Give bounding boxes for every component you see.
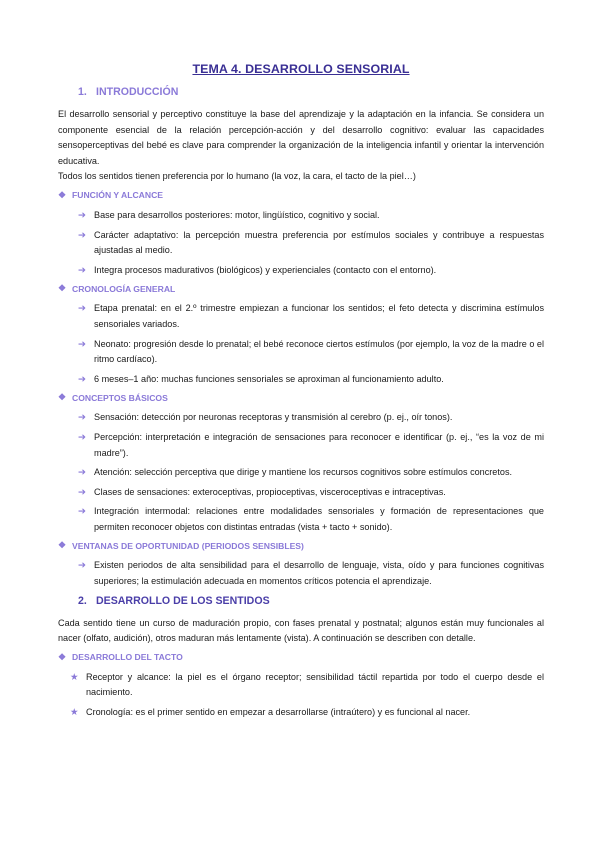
bullet-list (58, 410, 544, 535)
section-number: 2. (78, 594, 87, 607)
section-intro-paragraph: El desarrollo sensorial y perceptivo constituye la base del aprendizaje y la adaptación en la infancia. Se considera un componente esencial de la relación percepción-acción y del desarrollo cognitivo: evaluar las capacidades sensoperceptivas del bebé es clave para comprender la organización de la inteligencia infantil y orientar la intervención educativa. (58, 109, 544, 166)
diamond-bullet-icon: ❖ (58, 189, 67, 200)
arrow-right-icon: ➔ (78, 560, 86, 572)
bullet-list (58, 558, 544, 589)
section-number: 1. (78, 86, 87, 98)
list-item: ➔ Atención: selección perceptiva que dirige y mantiene los recursos cognitivos sobre estímulos concretos. (58, 465, 544, 481)
star-bullet-icon: ★ (70, 707, 79, 719)
document-title: TEMA 4. DESARROLLO SENSORIAL (192, 62, 410, 76)
list-item: ➔ Carácter adaptativo: la percepción muestra preferencia por estímulos sociales y contribuye a respuestas ajustadas al medio. (78, 229, 544, 256)
section-heading-introduccion (58, 86, 544, 98)
subsection-heading-conceptos: ❖ CONCEPTOS BÁSICOS (58, 392, 168, 403)
diamond-bullet-icon: ❖ (58, 651, 67, 662)
bullet-list (58, 208, 544, 278)
section-title: DESARROLLO DE LOS SENTIDOS (96, 594, 270, 607)
section-intro-paragraph-2: Todos los sentidos tienen preferencia por lo humano (la voz, la cara, el tacto de la piel…) (58, 171, 416, 182)
arrow-right-icon: ➔ (78, 338, 86, 350)
arrow-right-icon: ➔ (78, 229, 86, 241)
diamond-bullet-icon: ❖ (58, 392, 67, 403)
section-heading-desarrollo-sentidos (58, 595, 544, 607)
list-item: ➔ Base para desarrollos posteriores: motor, lingüístico, cognitivo y social. (58, 208, 544, 224)
subsection-heading-funcion: ❖ FUNCIÓN Y ALCANCE (58, 189, 164, 201)
list-item: ★ Cronología: es el primer sentido en empezar a desarrollarse (intraútero) y es funcional al nacer. (58, 705, 544, 721)
list-item: ➔ Integra procesos madurativos (biológicos) y experienciales (contacto con el entorno). (58, 263, 544, 279)
arrow-right-icon: ➔ (78, 467, 86, 479)
list-item: ➔ Existen periodos de alta sensibilidad para el desarrollo de lenguaje, vista, oído y para funciones cognitivas superiores; la estimulación adecuada en momentos críticos potencia el aprendizaje. (78, 560, 544, 587)
bullet-list (58, 301, 544, 387)
list-item: ➔ Etapa prenatal: en el 2.º trimestre empiezan a funcionar los sentidos; el feto detecta y discrimina estímulos sensoriales variados. (78, 303, 544, 329)
list-item: ➔ Percepción: interpretación e integración de sensaciones para reconocer e identificar (p. ej., “es la voz de mi madre”). (78, 431, 544, 458)
diamond-bullet-icon: ❖ (58, 540, 67, 551)
arrow-right-icon: ➔ (78, 303, 86, 315)
diamond-bullet-icon: ❖ (58, 283, 67, 294)
arrow-right-icon: ➔ (78, 506, 86, 518)
list-item: ➔ 6 meses–1 año: muchas funciones sensoriales se aproximan al funcionamiento adulto. (58, 372, 544, 388)
list-item: ★ Receptor y alcance: la piel es el órgano receptor; sensibilidad táctil repartida por todo el cuerpo desde el nacimiento. (70, 671, 544, 698)
list-item: ➔ Clases de sensaciones: exteroceptivas, propioceptivas, visceroceptivas e intraceptivas. (58, 485, 544, 501)
arrow-right-icon: ➔ (78, 373, 86, 385)
subsection-heading-cronologia: ❖ CRONOLOGÍA GENERAL (58, 283, 176, 294)
arrow-right-icon: ➔ (78, 431, 86, 443)
subsection-heading-tacto: ❖ DESARROLLO DEL TACTO (58, 651, 183, 663)
list-item: ➔ Neonato: progresión desde lo prenatal; el bebé reconoce ciertos estímulos (por ejemplo, la voz de la madre o el ritmo cardíaco). (78, 338, 544, 365)
arrow-right-icon: ➔ (78, 486, 86, 498)
star-bullet-list (58, 670, 544, 721)
arrow-right-icon: ➔ (78, 264, 86, 276)
arrow-right-icon: ➔ (78, 209, 86, 221)
section-intro-paragraph: Cada sentido tiene un curso de maduración propio, con fases prenatal y postnatal; algunos están muy funcionales al nacer (olfato, audición), otros maduran más lentamente (vista). A continuación se describen con detalle. (58, 617, 544, 644)
list-item: ➔ Integración intermodal: relaciones entre modalidades sensoriales y formación de representaciones que permiten reconocer objetos con distintas entradas (vista + tacto + sonido). (78, 506, 544, 532)
star-bullet-icon: ★ (70, 671, 79, 683)
arrow-right-icon: ➔ (78, 412, 86, 424)
section-title: INTRODUCCIÓN (96, 86, 179, 98)
list-item: ➔ Sensación: detección por neuronas receptoras y transmisión al cerebro (p. ej., oír tonos). (58, 410, 544, 426)
document-page (58, 62, 544, 726)
subsection-heading-ventanas: ❖ VENTANAS DE OPORTUNIDAD (PERIODOS SENSIBLES) (58, 540, 304, 551)
